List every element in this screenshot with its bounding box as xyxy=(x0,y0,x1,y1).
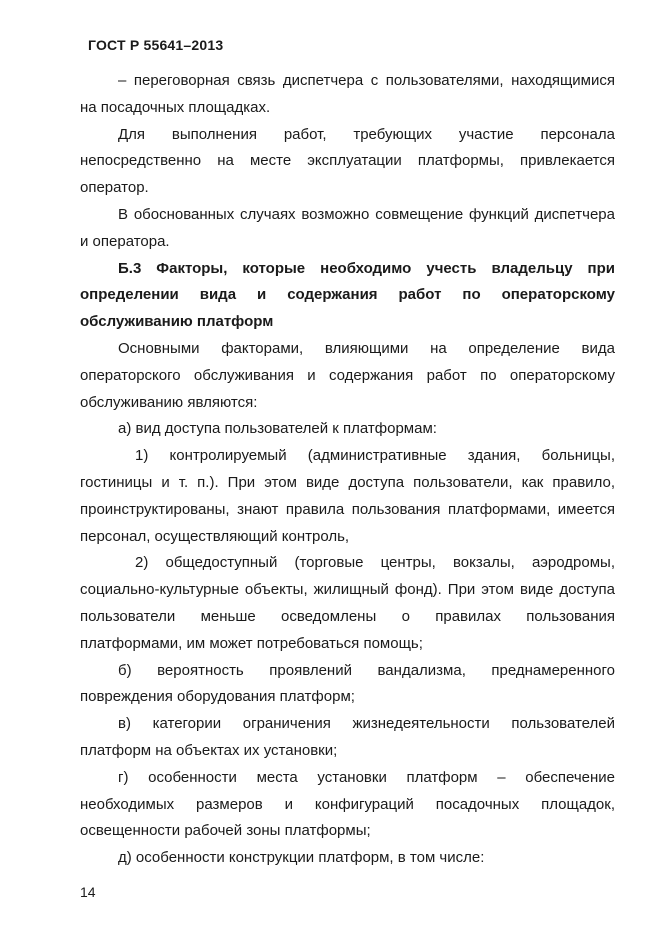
document-header: ГОСТ Р 55641–2013 xyxy=(88,37,224,53)
sub-list-item: 2) общедоступный (торговые центры, вокзалы, аэродромы, социально-культурные объекты, жилищный фонд). При этом виде доступа пользователи меньше осведомлены о правилах пользования платформами, им может потребоваться помощь; xyxy=(80,554,615,652)
list-item: б) вероятность проявлений вандализма, преднамеренного повреждения оборудования платформ; xyxy=(80,661,615,706)
page-number: 14 xyxy=(80,884,96,900)
section-heading: Б.3 Факторы, которые необходимо учесть владельцу при определении вида и содержания работ по операторскому обслуживанию платформ xyxy=(80,259,615,331)
list-item: г) особенности места установки платформ – обеспечение необходимых размеров и конфигураций посадочных площадок, освещенности рабочей зоны платформы; xyxy=(80,768,615,840)
list-item: а) вид доступа пользователей к платформам: xyxy=(118,420,437,438)
paragraph: В обоснованных случаях возможно совмещение функций диспетчера и оператора. xyxy=(80,205,615,250)
page-content xyxy=(80,68,615,872)
list-item: д) особенности конструкции платформ, в том числе: xyxy=(118,849,485,867)
paragraph: Для выполнения работ, требующих участие персонала непосредственно на месте эксплуатации платформы, привлекается оператор. xyxy=(80,125,615,197)
paragraph: – переговорная связь диспетчера с пользователями, находящимися на посадочных площадках. xyxy=(80,72,615,116)
list-item: в) категории ограничения жизнедеятельности пользователей платформ на объектах их установки; xyxy=(80,715,615,759)
paragraph: Основными факторами, влияющими на определение вида операторского обслуживания и содержания работ по операторскому обслуживанию являются: xyxy=(80,339,615,411)
sub-list-item: 1) контролируемый (административные здания, больницы, гостиницы и т. п.). При этом виде доступа пользователи, как правило, проинструктированы, знают правила пользования платформами, имеется персонал, осуществляющий контроль, xyxy=(80,447,615,545)
